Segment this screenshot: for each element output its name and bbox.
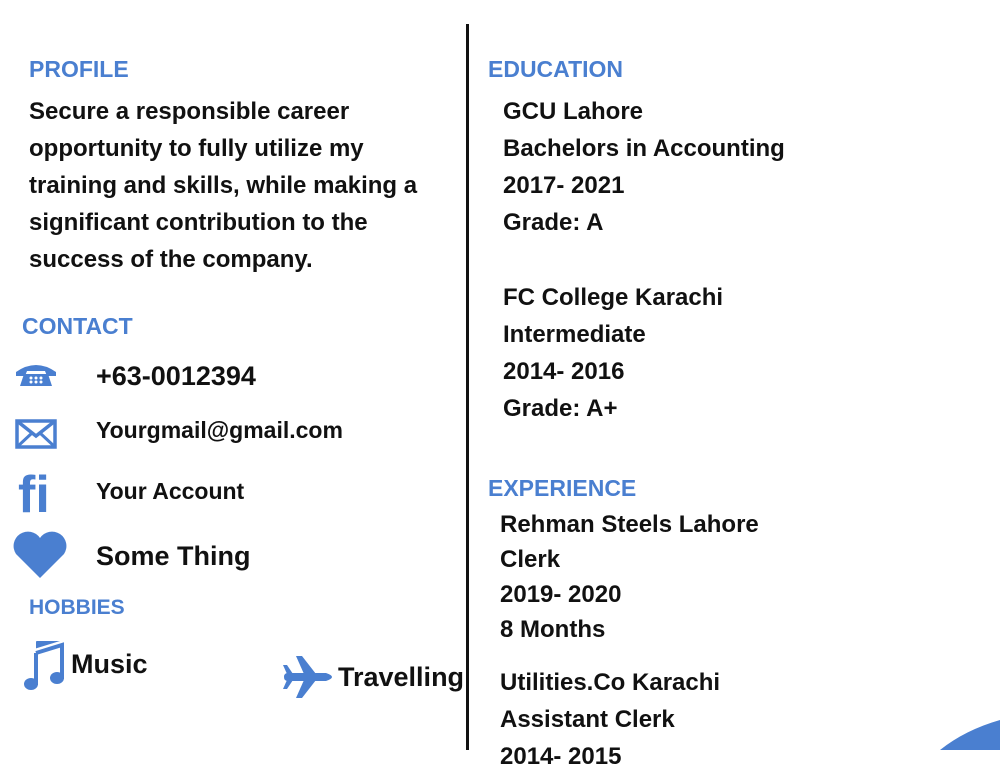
- profile-line: training and skills, while making a: [29, 172, 418, 199]
- hobbies-heading: HOBBIES: [29, 596, 125, 619]
- facebook-icon: [18, 466, 54, 523]
- education-heading: EDUCATION: [488, 56, 624, 82]
- corner-decoration: [940, 720, 1000, 750]
- profile-text: [29, 93, 459, 278]
- airplane-icon: [282, 656, 332, 703]
- education-grade: Grade: A+: [503, 395, 618, 422]
- education-years: 2014- 2016: [503, 358, 625, 385]
- contact-facebook[interactable]: Your Account: [96, 478, 245, 504]
- contact-other: Some Thing: [96, 541, 251, 571]
- profile-line: opportunity to fully utilize my: [29, 135, 364, 162]
- education-entry: [503, 93, 785, 241]
- education-degree: Bachelors in Accounting: [503, 135, 785, 162]
- svg-text:fi: fi: [18, 466, 50, 518]
- music-icon: [24, 641, 66, 696]
- experience-role: Assistant Clerk: [500, 706, 675, 733]
- profile-line: success of the company.: [29, 246, 313, 273]
- profile-line: Secure a responsible career: [29, 98, 350, 125]
- contact-heading: CONTACT: [22, 313, 133, 339]
- education-entry: [503, 279, 723, 427]
- profile-heading: PROFILE: [29, 56, 129, 82]
- hobby-travelling: Travelling: [338, 662, 465, 692]
- education-years: 2017- 2021: [503, 172, 625, 199]
- experience-company: Utilities.Co Karachi: [500, 669, 721, 696]
- experience-heading: EXPERIENCE: [488, 475, 637, 501]
- profile-line: significant contribution to the: [29, 209, 368, 236]
- contact-email[interactable]: Yourgmail@gmail.com: [96, 417, 343, 443]
- experience-company: Rehman Steels Lahore: [500, 511, 759, 538]
- experience-role: Clerk: [500, 546, 561, 573]
- phone-icon: [14, 360, 58, 393]
- education-degree: Intermediate: [503, 321, 646, 348]
- experience-entry: [500, 507, 759, 647]
- education-school: GCU Lahore: [503, 98, 644, 125]
- education-grade: Grade: A: [503, 209, 604, 236]
- experience-entry: [500, 664, 720, 775]
- contact-phone[interactable]: +63-0012394: [96, 361, 256, 391]
- education-school: FC College Karachi: [503, 284, 724, 311]
- experience-years: 2019- 2020: [500, 581, 622, 608]
- experience-duration: 8 Months: [500, 616, 606, 643]
- heart-icon: [12, 530, 68, 585]
- experience-years: 2014- 2015: [500, 743, 622, 770]
- mail-icon: [14, 418, 58, 455]
- column-divider: [466, 24, 469, 750]
- hobby-music: Music: [71, 649, 148, 679]
